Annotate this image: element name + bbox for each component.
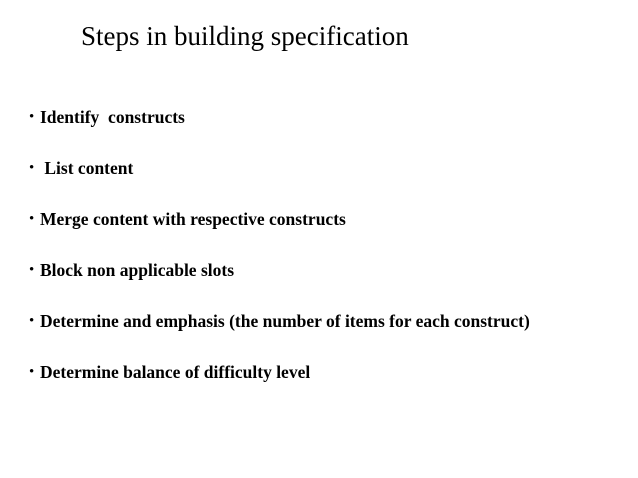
slide-title: Steps in building specification: [81, 21, 409, 51]
list-item: [29, 259, 609, 281]
bullet-list: [29, 106, 609, 412]
bullet-text: Determine balance of difficulty level: [40, 362, 311, 382]
list-item: [29, 157, 609, 179]
list-item: [29, 106, 609, 128]
bullet-text: List content: [40, 158, 134, 178]
bullet-text: Block non applicable slots: [40, 260, 235, 280]
list-item: [29, 361, 609, 383]
bullet-icon: •: [29, 211, 35, 227]
bullet-icon: •: [29, 109, 35, 125]
bullet-icon: •: [29, 364, 35, 380]
bullet-icon: •: [29, 262, 35, 278]
bullet-text: Identify constructs: [40, 107, 185, 127]
list-item: [29, 208, 609, 230]
list-item: [29, 310, 560, 332]
bullet-text: Merge content with respective constructs: [40, 209, 346, 229]
bullet-icon: •: [29, 160, 35, 176]
bullet-icon: •: [29, 313, 35, 329]
bullet-text: Determine and emphasis (the number of items for each construct): [40, 311, 530, 331]
